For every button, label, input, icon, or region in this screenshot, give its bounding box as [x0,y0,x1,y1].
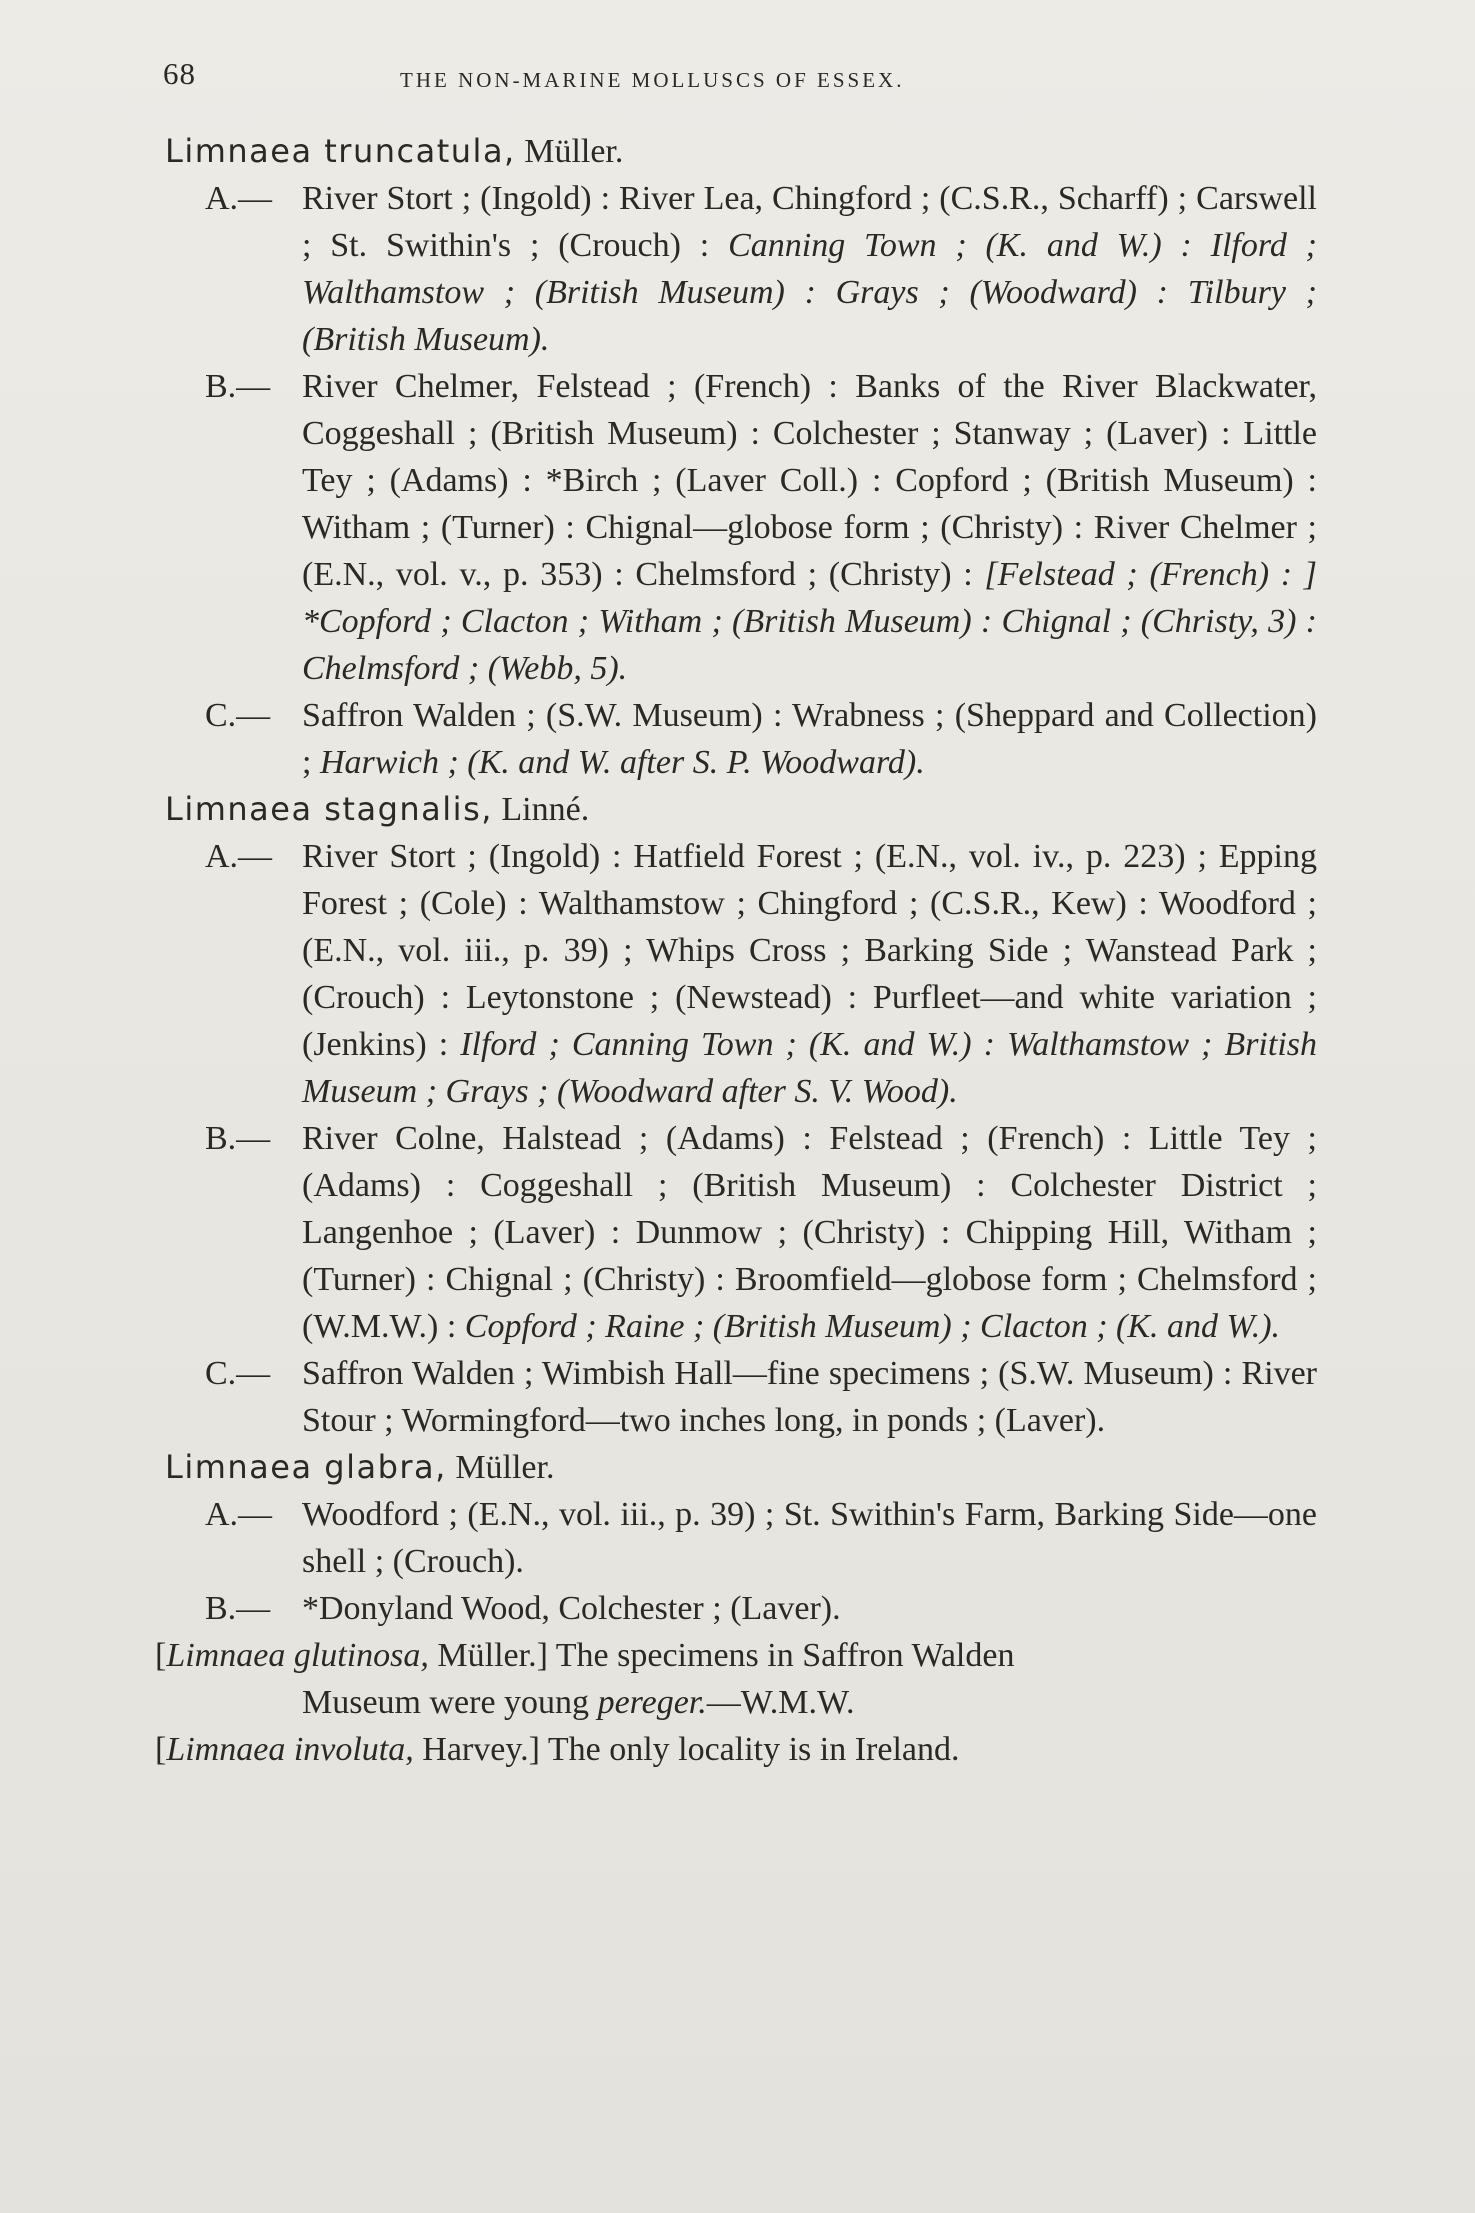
page-header [0,56,1475,106]
region-label: A.— [205,838,273,875]
locality-run: River Colne, Halstead ; (Adams) : Felstead ; (French) : Little Tey ; (Adams) : Coggeshall ; (British Museum) : Colchester District ; Langenhoe ; (Laver) : Dunmow ; (Christy) : Chipping Hill, Witham ; (Turner) : Chignal ; (Christy) : Broomfield—globose form ; Chelmsford ; (W.M.W.) : [302,1120,1317,1345]
locality-text [302,175,1317,363]
region-label: B.— [205,1120,271,1157]
locality-entry [0,1115,1475,1350]
species-authority: Linné. [492,791,590,828]
locality-entry [0,363,1475,692]
page-number: 68 [163,56,196,91]
note-run: The only locality is in Ireland. [547,1731,960,1768]
locality-entry [0,833,1475,1115]
species-authority: Müller. [446,1449,555,1486]
locality-italic-run: Ilford ; Canning Town ; (K. and W.) : Walthamstow ; British Museum ; Grays ; (Woodward after S. V. Wood). [302,1026,1318,1110]
locality-text [302,833,1317,1115]
locality-text [302,1491,1317,1585]
locality-text [302,692,1317,786]
running-title: THE NON-MARINE MOLLUSCS OF ESSEX. [400,68,905,92]
note-italic-run: Limnaea involuta, [166,1731,414,1768]
species-name: Limnaea truncatula, [165,132,516,170]
species-heading [165,1444,1475,1491]
region-label: B.— [205,368,271,405]
note-run: [ [155,1731,167,1768]
locality-text [302,1350,1317,1444]
locality-entry [0,1491,1475,1585]
note-first-line [155,1632,1014,1679]
species-name: Limnaea glabra, [165,1448,447,1486]
region-label: C.— [205,1355,271,1392]
locality-entry [0,1585,1475,1632]
locality-text [302,363,1317,692]
region-label: A.— [205,180,273,217]
note-italic-run: pereger. [597,1684,707,1721]
page-body [0,128,1475,1773]
locality-run: *Donyland Wood, Colchester ; (Laver). [302,1590,841,1627]
bracket-note [0,1726,1475,1773]
locality-run: River Stort ; (Ingold) : River Lea, Chingford ; (C.S.R., Scharff) ; Carswell ; St. Swithin's ; (Crouch) : [302,180,1317,264]
locality-italic-run: Canning Town ; (K. and W.) : Ilford ; Walthamstow ; (British Museum) : Grays ; (Woodward) : Tilbury ; (British Museum). [302,227,1317,358]
species-name: Limnaea stagnalis, [165,790,493,828]
locality-entry [0,692,1475,786]
locality-entry [0,1350,1475,1444]
region-label: C.— [205,697,271,734]
note-run: —W.M.W. [706,1684,855,1721]
note-run: Harvey.] [413,1731,548,1768]
note-run: Museum were young [302,1684,598,1721]
species-authority: Müller. [515,133,624,170]
locality-italic-run: Copford ; Raine ; (British Museum) ; Clacton ; (K. and W.). [464,1308,1281,1345]
note-run: Müller.] [428,1637,556,1674]
species-heading [165,128,1475,175]
note-first-line [155,1726,960,1773]
locality-text [302,1115,1317,1350]
note-run: The specimens in Saffron Walden [555,1637,1015,1674]
locality-italic-run: Harwich ; (K. and W. after S. P. Woodward). [319,744,925,781]
locality-run: Saffron Walden ; Wimbish Hall—fine specimens ; (S.W. Museum) : River Stour ; Wormingford—two inches long, in ponds ; (Laver). [302,1355,1317,1439]
note-run: [ [155,1637,167,1674]
locality-run: River Stort ; (Ingold) : Hatfield Forest ; (E.N., vol. iv., p. 223) ; Epping Forest ; (Cole) : Walthamstow ; Chingford ; (C.S.R., Kew) : Woodford ; (E.N., vol. iii., p. 39) ; Whips Cross ; Barking Side ; Wanstead Park ; (Crouch) : Leytonstone ; (Newstead) : Purfleet—and white variation ; (Jenkins) : [302,838,1317,1063]
locality-run: River Chelmer, Felstead ; (French) : Banks of the River Blackwater, Coggeshall ; (British Museum) : Colchester ; Stanway ; (Laver) : Little Tey ; (Adams) : *Birch ; (Laver Coll.) : Copford ; (British Museum) : Witham ; (Turner) : Chignal—globose form ; (Christy) : River Chelmer ; (E.N., vol. v., p. 353) : Chelmsford ; (Christy) : [302,368,1317,593]
bracket-note [0,1632,1475,1726]
locality-text [302,1585,1317,1632]
locality-run: Saffron Walden ; (S.W. Museum) : Wrabness ; (Sheppard and Collection) ; [302,697,1317,781]
region-label: B.— [205,1590,271,1627]
note-italic-run: Limnaea glutinosa, [166,1637,429,1674]
species-heading [165,786,1475,833]
locality-entry [0,175,1475,363]
locality-italic-run: [Felstead ; (French) : ] *Copford ; Clacton ; Witham ; (British Museum) : Chignal ; (Christy, 3) : Chelmsford ; (Webb, 5). [302,556,1317,687]
locality-run: Woodford ; (E.N., vol. iii., p. 39) ; St. Swithin's Farm, Barking Side—one shell ; (Crouch). [302,1496,1317,1580]
region-label: A.— [205,1496,273,1533]
